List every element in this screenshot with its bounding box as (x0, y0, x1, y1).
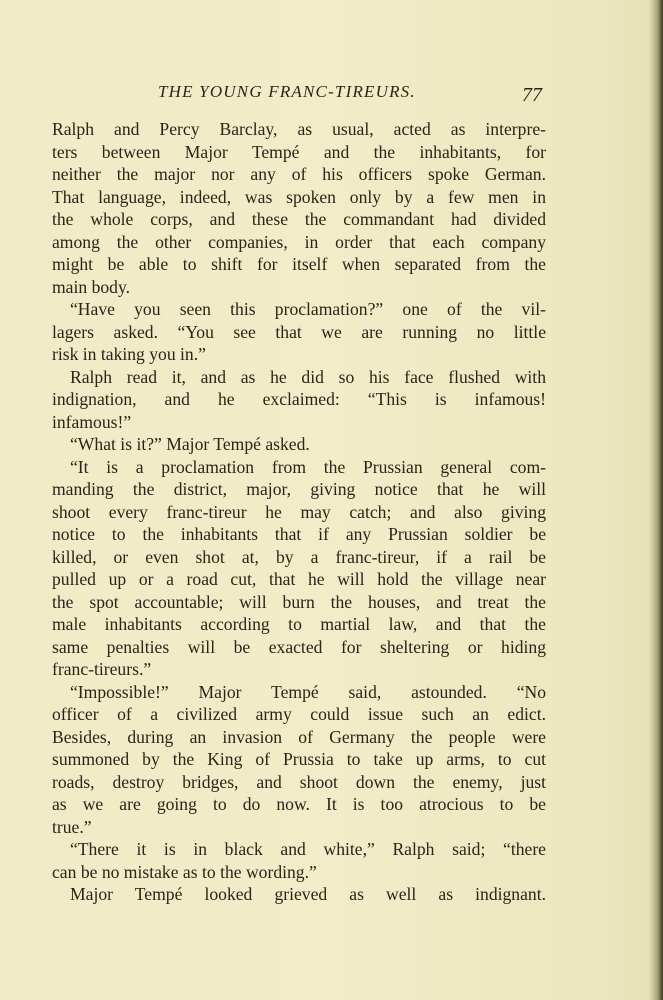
text-line: among the other companies, in order that each company (52, 231, 546, 252)
text-line: Ralph read it, and as he did so his face flushed with (70, 366, 546, 387)
text-line: notice to the inhabitants that if any Prussian soldier be (52, 524, 546, 544)
page-number: 77 (522, 84, 542, 106)
text-line: true.” (52, 816, 92, 837)
text-line: “There it is in black and white,” Ralph said; “there (70, 839, 546, 859)
running-title: THE YOUNG FRANC-TIREURS. (158, 82, 416, 101)
text-line: pulled up or a road cut, that he will hold the village near (52, 569, 546, 589)
text-line: indignation, and he exclaimed: “This is infamous! (52, 389, 546, 409)
text-line: might be able to shift for itself when separated from the (52, 254, 546, 274)
text-line: ters between Major Tempé and the inhabitants, for (52, 141, 546, 162)
text-line: risk in taking you in.” (52, 344, 206, 364)
text-line: Major Tempé looked grieved as well as indignant. (70, 884, 546, 904)
text-line: That language, indeed, was spoken only by a few men in (52, 186, 546, 207)
text-line: officer of a civilized army could issue such an edict. (52, 704, 546, 724)
text-line: shoot every franc-tireur he may catch; and also giving (52, 501, 546, 522)
text-line: infamous!” (52, 411, 132, 432)
text-line: “What is it?” Major Tempé asked. (70, 434, 310, 454)
text-line: roads, destroy bridges, and shoot down the enemy, just (52, 771, 546, 792)
text-line: Ralph and Percy Barclay, as usual, acted as interpre- (52, 119, 546, 139)
text-line: neither the major nor any of his officers spoke German. (52, 164, 546, 184)
text-line: summoned by the King of Prussia to take up arms, to cut (52, 749, 546, 769)
text-line: same penalties will be exacted for sheltering or hiding (52, 636, 546, 657)
text-line: male inhabitants according to martial law, and that the (52, 614, 546, 634)
text-line: lagers asked. “You see that we are running no little (52, 321, 546, 342)
page-edge-shadow (649, 0, 663, 1000)
text-line: killed, or even shot at, by a franc-tireur, if a rail be (52, 546, 546, 567)
text-line: “Have you seen this proclamation?” one of the vil- (70, 299, 546, 319)
text-line: the spot accountable; will burn the houses, and treat the (52, 591, 546, 612)
text-line: “It is a proclamation from the Prussian general com- (70, 456, 546, 477)
text-line: “Impossible!” Major Tempé said, astounded. “No (70, 681, 546, 702)
body-text (52, 118, 546, 906)
text-line: manding the district, major, giving notice that he will (52, 479, 546, 499)
text-line: can be no mistake as to the wording.” (52, 861, 317, 882)
text-line: the whole corps, and these the commandant had divided (52, 209, 546, 229)
text-line: main body. (52, 276, 131, 297)
text-line: Besides, during an invasion of Germany the people were (52, 726, 546, 747)
text-line: as we are going to do now. It is too atrocious to be (52, 794, 546, 814)
text-line: franc-tireurs.” (52, 659, 152, 679)
page-header (0, 82, 663, 112)
